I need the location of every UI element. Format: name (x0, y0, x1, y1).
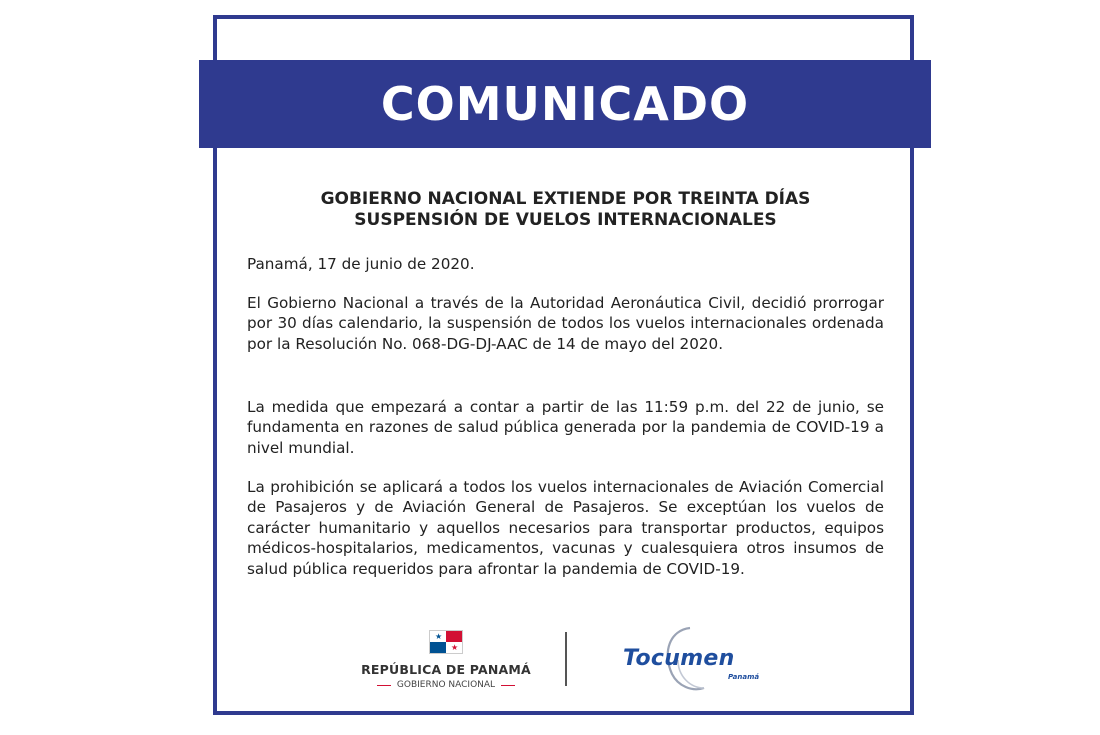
divider-dash-left (377, 685, 391, 686)
paragraph-1: El Gobierno Nacional a través de la Autoridad Aeronáutica Civil, decidió prorrogar por 30 días calendario, la suspensión de todos los vuelos internacionales ordenada por la Resolución No. 068-DG-DJ-AAC de 14 de mayo del 2020. (247, 294, 884, 353)
paragraph-3: La prohibición se aplicará a todos los vuelos internacionales de Aviación Comercial de Pasajeros y de Aviación General de Pasajeros. Se exceptúan los vuelos de carácter humanitario y aquellos necesarios para transportar productos, equipos médicos-hospitalarios, medicamentos, vacunas y cualesquiera otros insumos de salud pública requeridos para afrontar la pandemia de COVID-19. (247, 478, 884, 578)
government-logo (360, 630, 532, 690)
tocumen-logo (620, 622, 770, 694)
government-label: GOBIERNO NACIONAL (396, 680, 496, 690)
headline (247, 189, 884, 231)
logo-divider (565, 632, 567, 686)
tocumen-wordmark: Tocumen (623, 646, 735, 671)
republic-name: REPÚBLICA DE PANAMÁ (361, 662, 531, 677)
divider-dash-right (501, 685, 515, 686)
date-line: Panamá, 17 de junio de 2020. (247, 255, 475, 273)
tocumen-subtitle: Panamá (728, 673, 760, 681)
panama-flag-icon: ★ ★ (429, 630, 463, 654)
headline-line-2: SUSPENSIÓN DE VUELOS INTERNACIONALES (354, 210, 777, 230)
government-label-row (360, 680, 532, 690)
paragraph-2: La medida que empezará a contar a partir de las 11:59 p.m. del 22 de junio, se fundamenta en razones de salud pública generada por la pandemia de COVID-19 a nivel mundial. (247, 398, 884, 457)
title-banner (199, 60, 931, 148)
page-title: COMUNICADO (380, 77, 750, 131)
headline-line-1: GOBIERNO NACIONAL EXTIENDE POR TREINTA DÍAS (320, 189, 811, 209)
